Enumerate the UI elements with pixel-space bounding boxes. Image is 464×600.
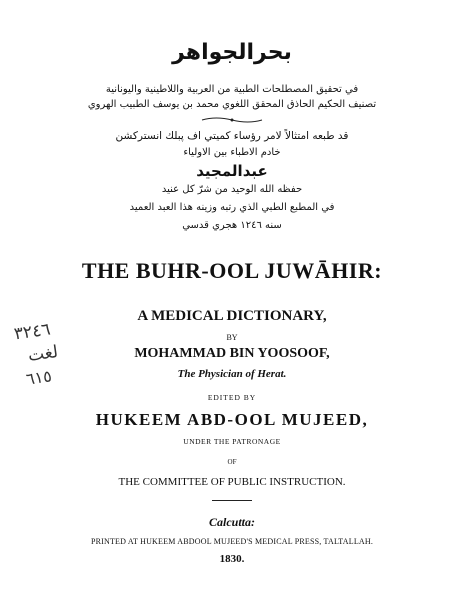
handwritten-word: لغت — [26, 342, 60, 366]
arabic-line-5: حفظه الله الوحيد من شرّ كل عنيد — [161, 184, 303, 195]
of-label: OF — [227, 458, 237, 466]
divider-rule — [212, 500, 252, 501]
edited-by-label: EDITED BY — [207, 393, 257, 402]
ornament-divider — [200, 116, 264, 124]
arabic-line-4: خادم الاطباء بين الاولياء — [183, 147, 281, 158]
arabic-line-3: قد طبعه امتثالاً لامر رؤساء كميتي اف پبلك انستركشن — [115, 130, 349, 142]
arabic-title: بحرالجواهر — [172, 40, 292, 65]
committee-name: THE COMMITTEE OF PUBLIC INSTRUCTION. — [118, 476, 346, 488]
handwritten-number-2: ٦١٥ — [24, 366, 53, 389]
printer-line: PRINTED AT HUKEEM ABDOOL MUJEED'S MEDICAL PRESS, TALTALLAH. — [90, 537, 374, 546]
city: Calcutta: — [208, 515, 255, 529]
arabic-editor-name: عبدالمجيد — [196, 162, 268, 180]
arabic-line-7: سنه ١٢٤٦ هجري قدسي — [182, 220, 282, 231]
handwritten-number-1: ٣٢٤٦ — [12, 319, 52, 345]
english-title: THE BUHR-OOL JUWĀHIR: — [81, 258, 383, 283]
arabic-line-1: في تحقيق المصطلحات الطبية من العربية واللاطينية واليونانية — [105, 84, 359, 95]
by-label: BY — [226, 333, 238, 342]
author-description: The Physician of Herat. — [177, 368, 287, 380]
arabic-line-2: تصنيف الحكيم الحاذق المحقق اللغوي محمد بن يوسف الطبيب الهروي — [87, 99, 377, 110]
arabic-line-6: في المطبع الطبي الذي رتبه وزينه هذا العبد العميد — [129, 202, 335, 213]
english-subtitle: A MEDICAL DICTIONARY, — [137, 308, 327, 324]
year: 1830. — [219, 553, 245, 565]
editor-name: HUKEEM ABD-OOL MUJEED, — [95, 410, 369, 429]
patronage-label: UNDER THE PATRONAGE — [183, 437, 281, 446]
author-name: MOHAMMAD BIN YOOSOOF, — [134, 346, 330, 361]
